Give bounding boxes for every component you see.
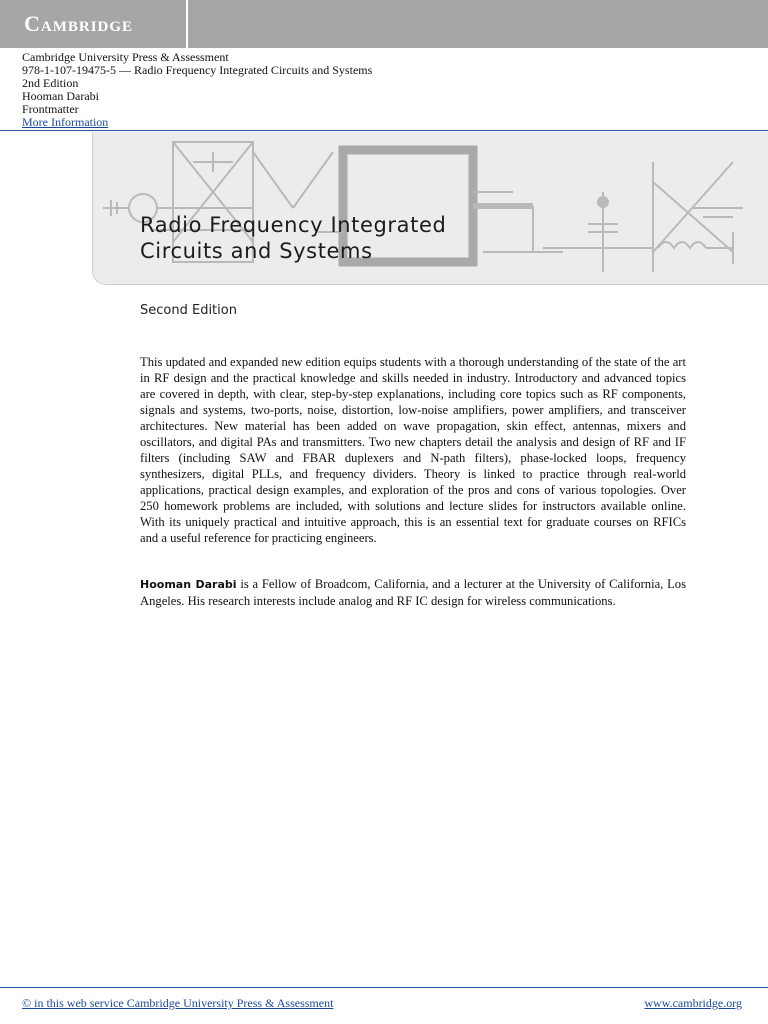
edition-label: Second Edition bbox=[140, 303, 237, 318]
title-line-2: Circuits and Systems bbox=[140, 239, 373, 263]
author-line: Hooman Darabi bbox=[22, 89, 99, 103]
cambridge-site-link[interactable]: www.cambridge.org bbox=[644, 996, 742, 1010]
book-description: This updated and expanded new edition equips students with a thorough understanding of the state of the art in RF design and the practical knowledge and skills needed in industry. Introductory and advanced topics are covered in depth, with clear, step-by-step explanations, including core topics such as RF components, signals and systems, two-ports, noise, distortion, low-noise amplifiers, power amplifiers, and transceiver architectures. New material has been added on wave propagation, skin effect, antennas, mixers and oscillators, and digital PAs and transmitters. Two new chapters detail the analysis and design of RF and IF filters (including SAW and FBAR duplexers and N-path filters), phase-locked loops, frequency synthesizers, digital PLLs, and frequency dividers. Theory is linked to practice through real-world applications, practical design examples, and exploration of the pros and cons of various topologies. Over 250 homework problems are included, with solutions and lecture slides for instructors available online. With its uniquely practical and intuitive approach, this is an essential text for graduate courses on RFICs and a useful reference for practicing engineers. bbox=[140, 355, 686, 545]
edition-line: 2nd Edition bbox=[22, 76, 79, 90]
top-divider bbox=[0, 130, 768, 131]
author-bio-text: is a Fellow of Broadcom, California, and a lecturer at the University of California, Los Angeles. His research interests include analog and RF IC design for wireless communications. bbox=[140, 577, 686, 608]
book-metadata bbox=[22, 51, 722, 129]
author-bio bbox=[140, 576, 686, 609]
logo-text: Cambridge bbox=[24, 11, 134, 36]
publisher-line: Cambridge University Press & Assessment bbox=[22, 50, 229, 64]
copyright-link[interactable]: © in this web service Cambridge University Press & Assessment bbox=[22, 996, 334, 1010]
bottom-divider bbox=[0, 987, 768, 988]
title-line-1: Radio Frequency Integrated bbox=[140, 213, 447, 237]
book-title bbox=[140, 212, 446, 264]
more-information-link[interactable]: More Information bbox=[22, 115, 109, 129]
cambridge-logo[interactable] bbox=[0, 0, 188, 48]
section-line: Frontmatter bbox=[22, 102, 79, 116]
header-bar bbox=[0, 0, 768, 48]
isbn-title-line: 978-1-107-19475-5 — Radio Frequency Integrated Circuits and Systems bbox=[22, 63, 373, 77]
author-name: Hooman Darabi bbox=[140, 578, 237, 591]
